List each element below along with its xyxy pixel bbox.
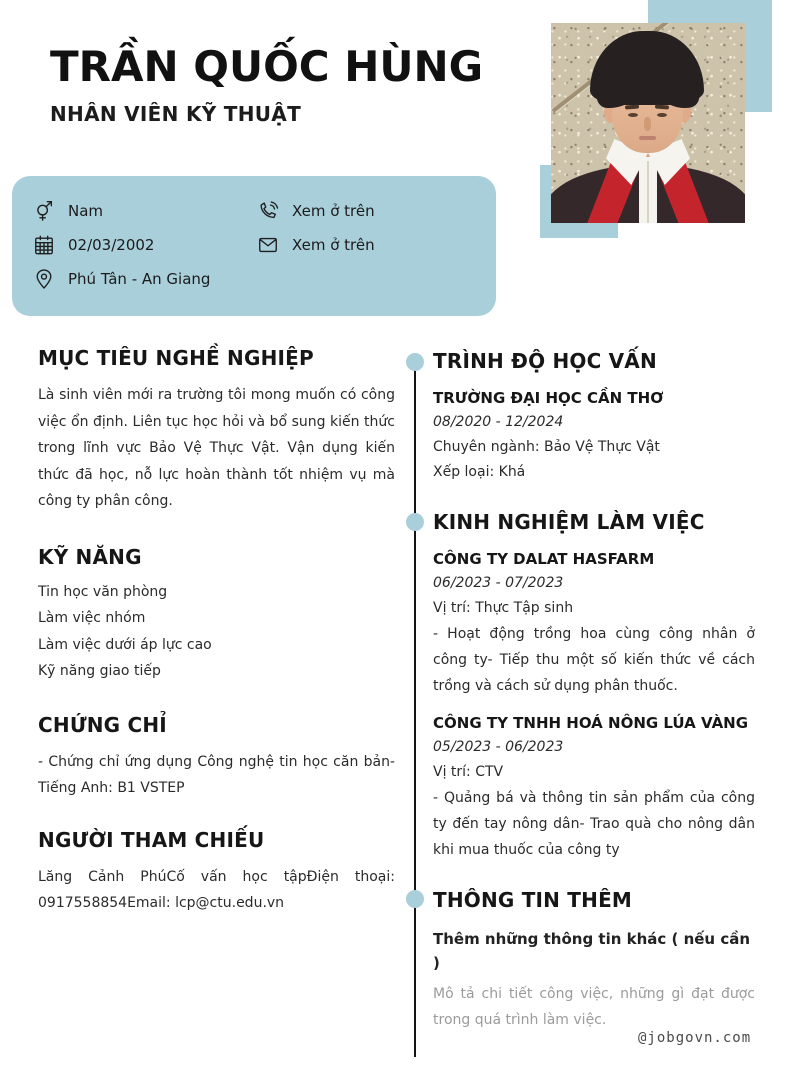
education-period: 08/2020 - 12/2024: [433, 414, 564, 430]
references-title: NGƯỜI THAM CHIẾU: [38, 827, 265, 852]
contact-gender-value: Nam: [68, 202, 104, 220]
job-description: - Quảng bá và thông tin sản phẩm của công ty đến tay nông dân- Trao quà cho nông dân khi mua thuốc của công ty: [433, 790, 755, 858]
job-description: - Hoạt động trồng hoa cùng công nhân ở công ty- Tiếp thu một số kiến thức về cách trồng và cách sử dụng phân thuốc.: [433, 626, 755, 694]
job-company: CÔNG TY DALAT HASFARM: [433, 550, 655, 568]
contact-location-value: Phú Tân - An Giang: [68, 270, 211, 288]
education-grade: Xếp loại: Khá: [433, 464, 526, 480]
experience-entry: [433, 547, 755, 699]
skill-item: Kỹ năng giao tiếp: [38, 663, 161, 679]
job-position: Vị trí: Thực Tập sinh: [433, 600, 574, 616]
skill-item: Làm việc nhóm: [38, 610, 146, 626]
watermark: @jobgovn.com: [638, 1030, 752, 1046]
certificates-body: - Chứng chỉ ứng dụng Công nghệ tin học căn bản- Tiếng Anh: B1 VSTEP: [38, 753, 395, 796]
job-company: CÔNG TY TNHH HOÁ NÔNG LÚA VÀNG: [433, 714, 749, 732]
education-title: TRÌNH ĐỘ HỌC VẤN: [433, 349, 657, 373]
calendar-icon: [33, 234, 55, 256]
contact-gender: [33, 194, 257, 228]
profile-photo: [551, 23, 745, 223]
contact-email-value: Xem ở trên: [292, 236, 375, 254]
skills-list: [38, 579, 395, 685]
skill-item: Làm việc dưới áp lực cao: [38, 636, 212, 653]
education-entry: [433, 386, 755, 485]
photo-mouth: [639, 136, 656, 140]
job-position: Vị trí: CTV: [433, 764, 504, 780]
contact-phone: [257, 194, 375, 228]
objective-body: Là sinh viên mới ra trường tôi mong muốn có công việc ổn định. Liên tục học hỏi và bổ sung kiến thức trong lĩnh vực Bảo Vệ Thực Vật. Vận dụng kiến thức đã học, nỗ lực hoàn thành tốt nhiệm vụ mà công ty phân công.: [38, 387, 395, 509]
job-period: 05/2023 - 06/2023: [433, 739, 564, 755]
email-icon: [257, 234, 279, 256]
contact-info-box: [12, 176, 496, 316]
education-school: TRƯỜNG ĐẠI HỌC CẦN THƠ: [433, 389, 664, 407]
objective-title: MỤC TIÊU NGHỀ NGHIỆP: [38, 346, 314, 370]
contact-birthday-value: 02/03/2002: [68, 236, 155, 254]
phone-icon: [257, 200, 279, 222]
contact-column-right: [257, 194, 375, 316]
contact-birthday: [33, 228, 257, 262]
gender-icon: [33, 200, 55, 222]
additional-subtitle: Thêm những thông tin khác ( nếu cần ): [433, 930, 751, 972]
additional-title: THÔNG TIN THÊM: [433, 888, 633, 912]
contact-phone-value: Xem ở trên: [292, 202, 375, 220]
references-body: Lăng Cảnh PhúCố vấn học tậpĐiện thoại: 0917558854Email: lcp@ctu.edu.vn: [38, 868, 395, 911]
left-column: [38, 345, 395, 917]
education-major: Chuyên ngành: Bảo Vệ Thực Vật: [433, 439, 660, 455]
contact-email: [257, 228, 375, 262]
right-column: [433, 348, 755, 1033]
timeline-dot-education: [406, 353, 424, 371]
timeline-line: [414, 362, 416, 1057]
contact-location: [33, 262, 257, 296]
contact-column-left: [33, 194, 257, 316]
experience-title: KINH NGHIỆM LÀM VIỆC: [433, 510, 705, 534]
photo-eye-right: [657, 113, 667, 117]
additional-body: Mô tả chi tiết công việc, những gì đạt được trong quá trình làm việc.: [433, 986, 755, 1028]
location-icon: [33, 268, 55, 290]
candidate-name: TRẦN QUỐC HÙNG: [50, 42, 484, 91]
timeline-dot-experience: [406, 513, 424, 531]
experience-entry: [433, 711, 755, 863]
skills-title: KỸ NĂNG: [38, 544, 142, 569]
job-period: 06/2023 - 07/2023: [433, 575, 564, 591]
certificates-title: CHỨNG CHỈ: [38, 712, 167, 737]
photo-eye-left: [628, 113, 638, 117]
photo-nose: [644, 117, 651, 131]
photo-shirt-zip: [647, 161, 649, 223]
timeline-dot-additional: [406, 890, 424, 908]
skill-item: Tin học văn phòng: [38, 583, 168, 600]
candidate-job-title: NHÂN VIÊN KỸ THUẬT: [50, 102, 302, 126]
